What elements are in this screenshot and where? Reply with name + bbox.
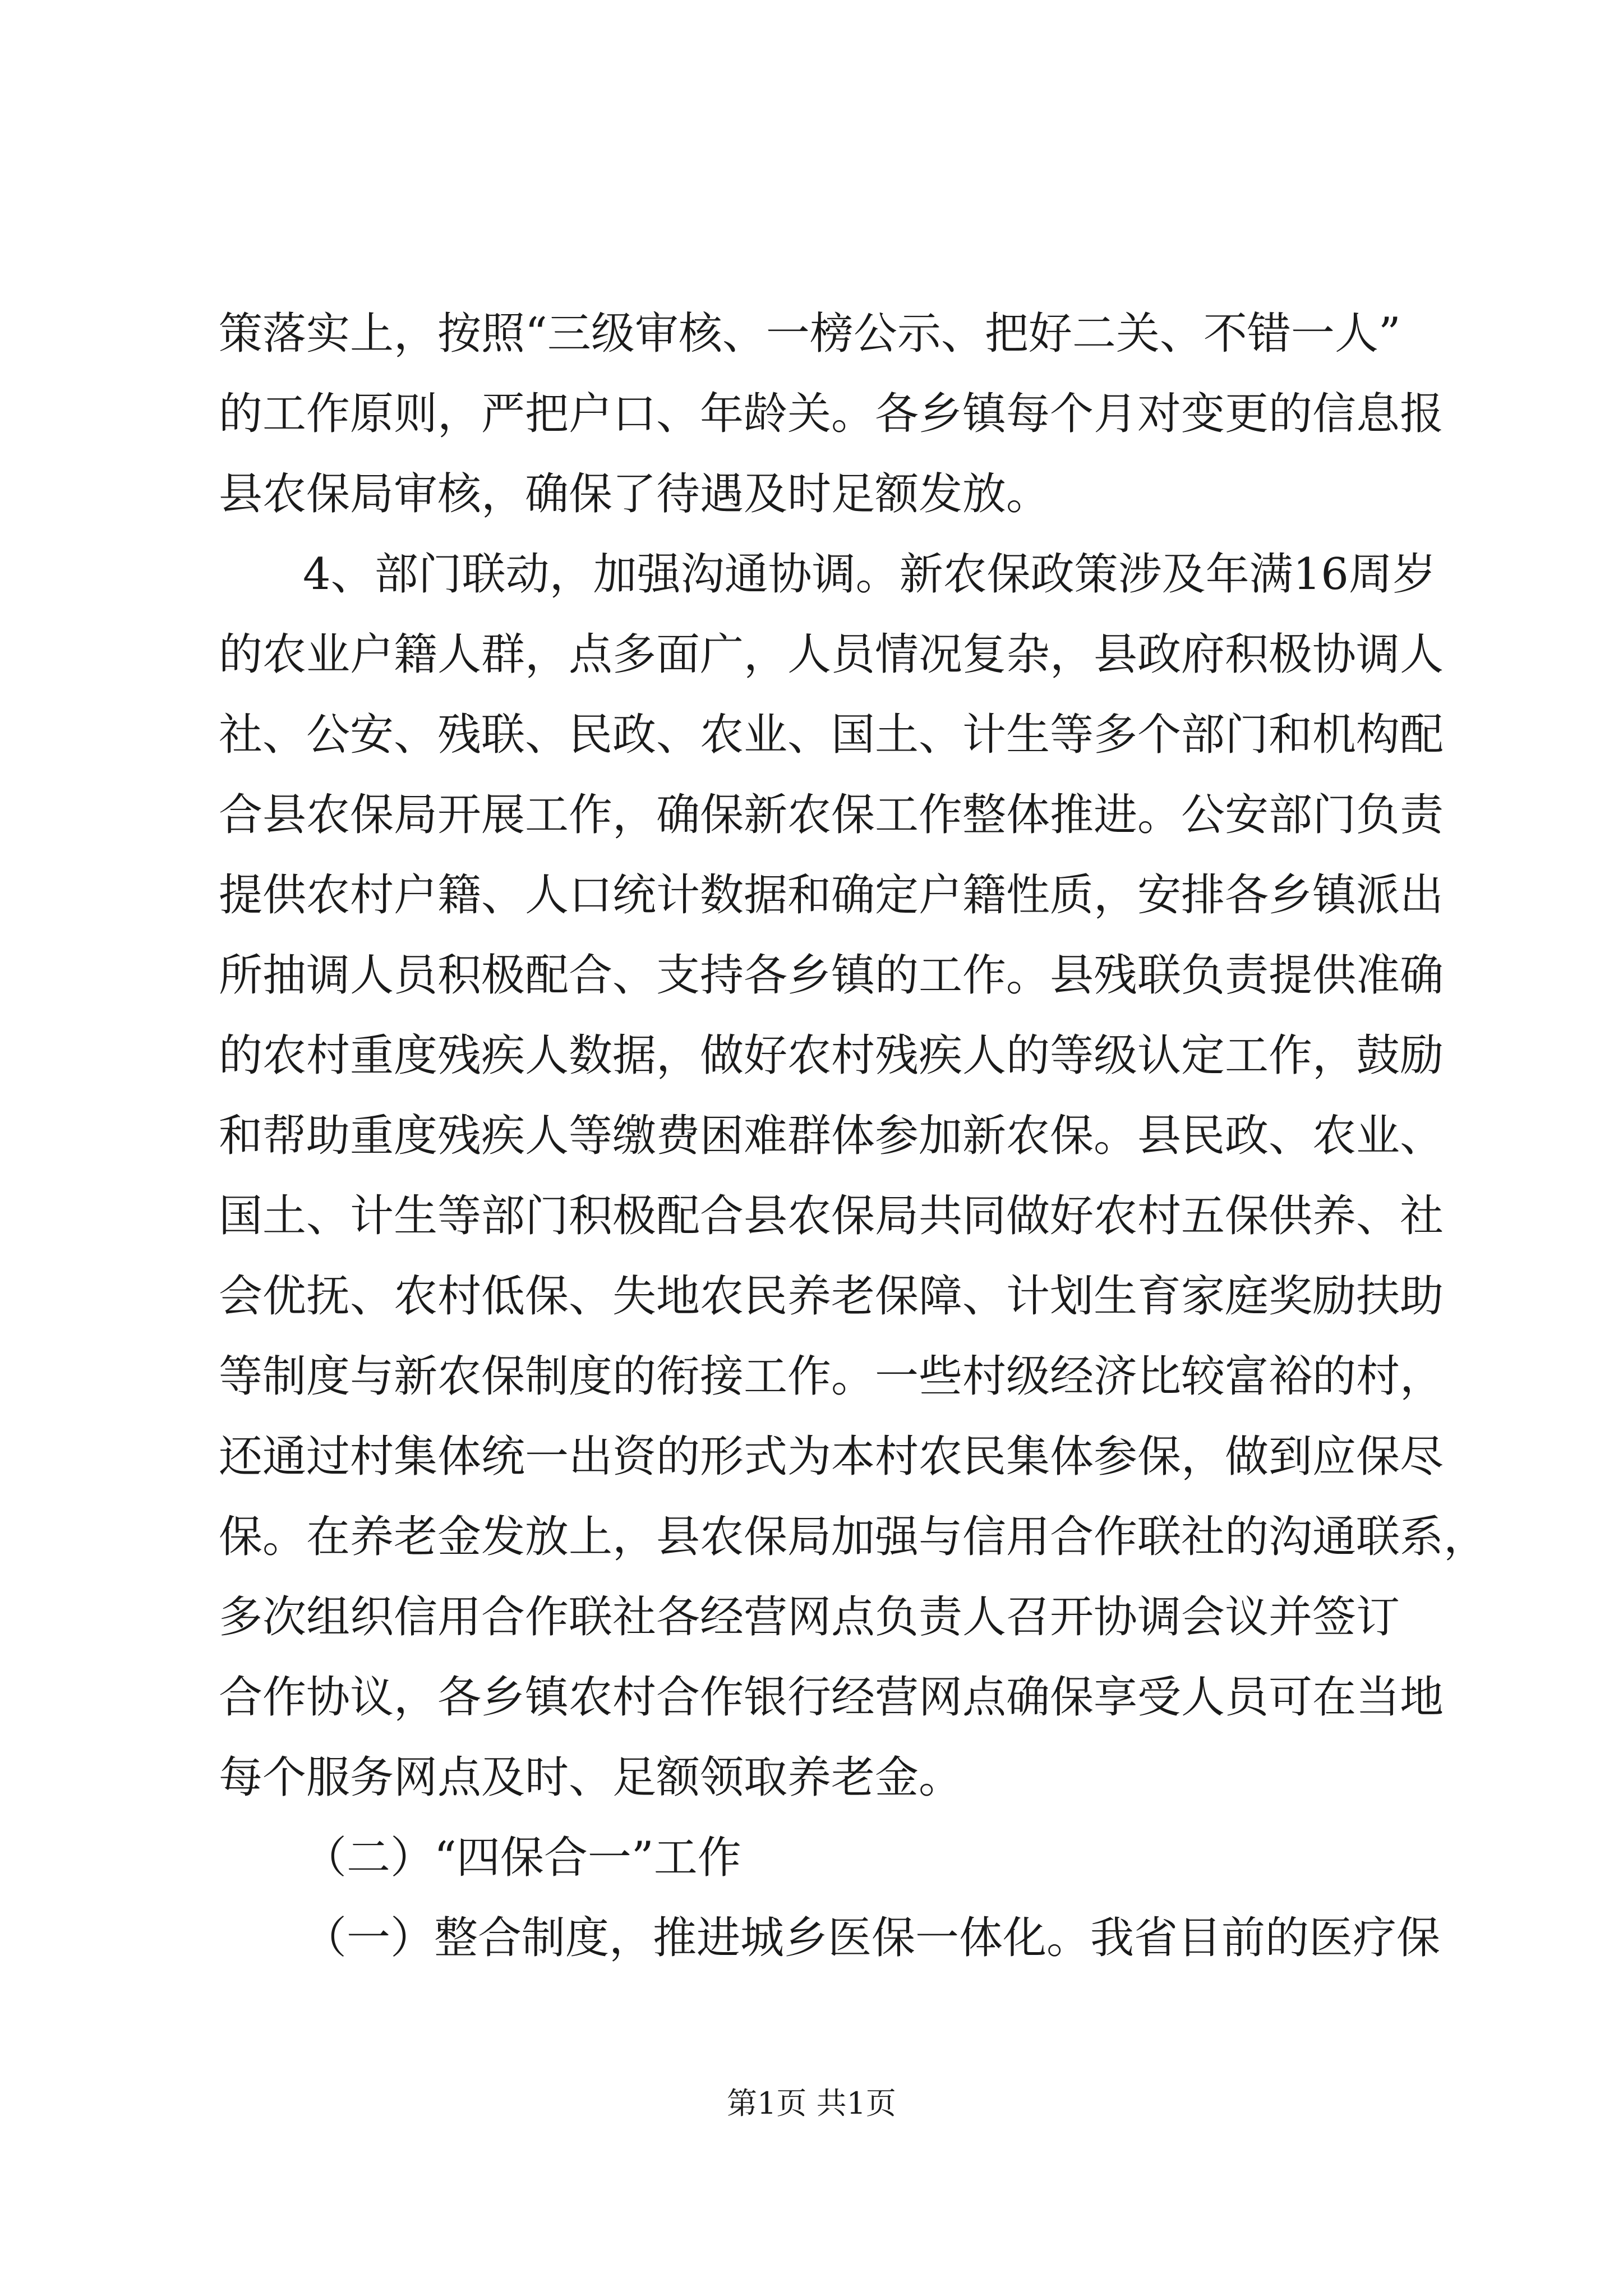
section-heading: （二）“四保合一”工作 [303,1833,741,1883]
text-line: 县农保局审核，确保了待遇及时足额发放。 [219,469,1050,519]
text-line: 的农村重度残疾人数据，做好农村残疾人的等级认定工作，鼓励 [219,1030,1444,1081]
text-line: 的农业户籍人群，点多面广，人员情况复杂，县政府积极协调人 [219,629,1444,680]
text-line: 提供农村户籍、人口统计数据和确定户籍性质，安排各乡镇派出 [219,870,1444,921]
text-line-indented: 4、部门联动，加强沟通协调。新农保政策涉及年满16周岁 [303,549,1436,600]
text-line: 每个服务网点及时、足额领取养老金。 [219,1752,963,1803]
text-line: 保。在养老金发放上，县农保局加强与信用合作联社的沟通联系， [219,1512,1488,1562]
text-line: 等制度与新农保制度的衔接工作。一些村级经济比较富裕的村， [219,1351,1444,1402]
text-line: 的工作原则，严把户口、年龄关。各乡镇每个月对变更的信息报 [219,389,1444,439]
text-line: 和帮助重度残疾人等缴费困难群体参加新农保。县民政、农业、 [219,1111,1444,1161]
text-line: 所抽调人员积极配合、支持各乡镇的工作。县残联负责提供准确 [219,950,1444,1001]
text-line-indented: （一）整合制度，推进城乡医保一体化。我省目前的医疗保 [303,1913,1441,1963]
text-line: 国土、计生等部门积极配合县农保局共同做好农村五保供养、社 [219,1191,1444,1241]
text-line: 还通过村集体统一出资的形式为本村农民集体参保，做到应保尽 [219,1432,1444,1482]
text-line: 合作协议，各乡镇农村合作银行经营网点确保享受人员可在当地 [219,1672,1444,1723]
text-line: 策落实上，按照“三级审核、一榜公示、把好二关、不错一人” [219,309,1401,359]
text-line: 多次组织信用合作联社各经营网点负责人召开协调会议并签订 [219,1592,1400,1642]
text-line: 合县农保局开展工作，确保新农保工作整体推进。公安部门负责 [219,790,1444,840]
text-line: 社、公安、残联、民政、农业、国土、计生等多个部门和机构配 [219,710,1444,760]
page-number-footer: 第1页 共1页 [727,2086,896,2121]
text-line: 会优抚、农村低保、失地农民养老保障、计划生育家庭奖励扶助 [219,1271,1444,1322]
